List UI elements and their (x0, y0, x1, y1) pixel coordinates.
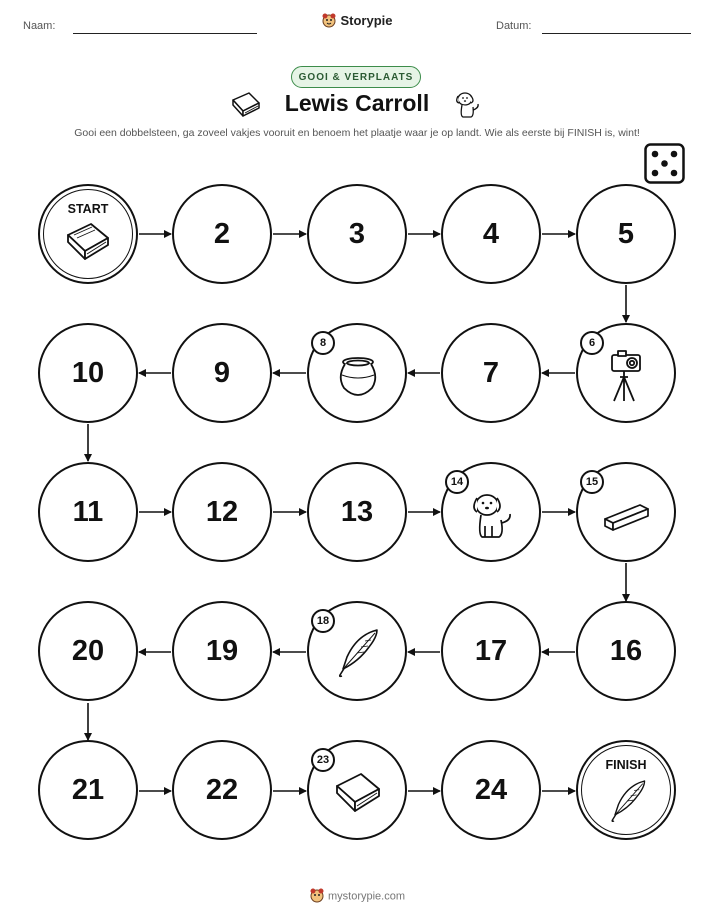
space-number: 20 (71, 635, 105, 667)
space-21[interactable] (38, 740, 138, 840)
space-11[interactable] (38, 462, 138, 562)
space-number: 13 (340, 496, 374, 528)
space-7[interactable] (441, 323, 541, 423)
space-14[interactable] (441, 462, 541, 562)
puppy-icon (469, 490, 517, 545)
quill-icon (608, 778, 648, 829)
space-number: 11 (72, 496, 104, 528)
finish-space[interactable] (576, 740, 676, 840)
instructions: Gooi een dobbelsteen, ga zoveel vakjes vooruit en benoem het plaatje waar je op landt. Wie als eerste bij FINISH is, wint! (74, 127, 640, 139)
book-icon (64, 220, 112, 267)
space-20[interactable] (38, 601, 138, 701)
name-label: Naam: (23, 20, 56, 32)
quill-icon (335, 627, 381, 684)
space-23[interactable] (307, 740, 407, 840)
space-number: 10 (71, 357, 105, 389)
page-title: Lewis Carroll (284, 90, 430, 116)
book-icon (333, 770, 383, 819)
space-24[interactable] (441, 740, 541, 840)
space-number: 21 (71, 774, 105, 806)
space-number: 19 (205, 635, 239, 667)
space-number: 16 (609, 635, 643, 667)
space-number-tag: 23 (311, 748, 335, 772)
space-15[interactable] (576, 462, 676, 562)
space-number: 4 (482, 218, 500, 250)
space-number-tag: 6 (580, 331, 604, 355)
space-16[interactable] (576, 601, 676, 701)
space-number-tag: 18 (311, 609, 335, 633)
space-number: 2 (213, 218, 231, 250)
space-number-tag: 8 (311, 331, 335, 355)
space-number: 17 (474, 635, 508, 667)
space-9[interactable] (172, 323, 272, 423)
space-number: 9 (213, 357, 231, 389)
space-5[interactable] (576, 184, 676, 284)
bar-icon (602, 502, 652, 537)
space-2[interactable] (172, 184, 272, 284)
space-number: 12 (205, 496, 239, 528)
footer-link[interactable]: mystorypie.com (327, 890, 406, 903)
space-17[interactable] (441, 601, 541, 701)
finish-label: FINISH (605, 758, 647, 772)
space-18[interactable] (307, 601, 407, 701)
space-19[interactable] (172, 601, 272, 701)
space-number: 24 (474, 774, 508, 806)
brand-name: Storypie (340, 12, 393, 28)
pot-icon (335, 355, 381, 402)
space-13[interactable] (307, 462, 407, 562)
space-number: 22 (205, 774, 239, 806)
space-number: 5 (617, 218, 635, 250)
space-number: 7 (482, 357, 500, 389)
category-badge: GOOI & VERPLAATS (291, 66, 421, 88)
space-8[interactable] (307, 323, 407, 423)
space-10[interactable] (38, 323, 138, 423)
space-number-tag: 14 (445, 470, 469, 494)
space-6[interactable] (576, 323, 676, 423)
space-3[interactable] (307, 184, 407, 284)
space-4[interactable] (441, 184, 541, 284)
space-number-tag: 15 (580, 470, 604, 494)
footer (0, 887, 714, 906)
space-22[interactable] (172, 740, 272, 840)
camera-icon (608, 347, 648, 408)
start-space[interactable] (38, 184, 138, 284)
start-label: START (67, 202, 109, 216)
date-label: Datum: (496, 20, 532, 32)
storypie-logo-icon (309, 887, 325, 906)
space-12[interactable] (172, 462, 272, 562)
space-number: 3 (348, 218, 366, 250)
